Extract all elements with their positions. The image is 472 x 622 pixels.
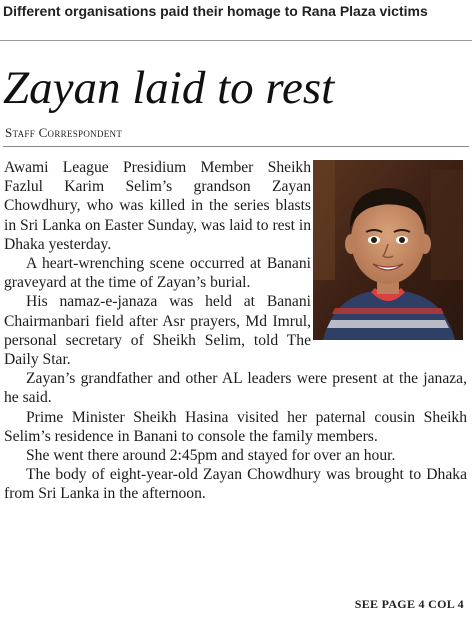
paragraph: She went there around 2:45pm and stayed for over an hour. (26, 447, 396, 465)
byline: Staff Correspondent (5, 125, 123, 140)
paragraph: Zayan’s grandfather and other AL leaders were present at the janaza, he said. (4, 370, 467, 407)
paragraph: Prime Minister Sheikh Hasina visited her paternal cousin Sheikh Selim’s residence in Banani to console the family members. (4, 408, 467, 445)
byline-divider (3, 146, 469, 147)
paragraph: The body of eight-year-old Zayan Chowdhury was brought to Dhaka from Sri Lanka in the afternoon. (4, 466, 467, 503)
page-title: Zayan laid to rest (3, 62, 335, 114)
paragraph: A heart-wrenching scene occurred at Banani graveyard at the time of Zayan’s burial. (4, 255, 311, 292)
article-body (4, 158, 467, 504)
kicker-headline: Different organisations paid their homage to Rana Plaza victims (3, 3, 428, 19)
top-divider (0, 40, 472, 41)
paragraph: Awami League Presidium Member Sheikh Fazlul Karim Selim’s grandson Zayan Chowdhury, who was killed in the series blasts in Sri Lanka on Easter Sunday, was laid to rest in Dhaka yesterday. (4, 159, 311, 253)
photo-placeholder (311, 158, 467, 348)
paragraph: His namaz-e-janaza was held at Banani Chairmanbari field after Asr prayers, Md Imrul, personal secretary of Sheikh Selim, told The Daily Star. (4, 293, 311, 369)
continuation-link: SEE PAGE 4 COL 4 (354, 597, 464, 611)
